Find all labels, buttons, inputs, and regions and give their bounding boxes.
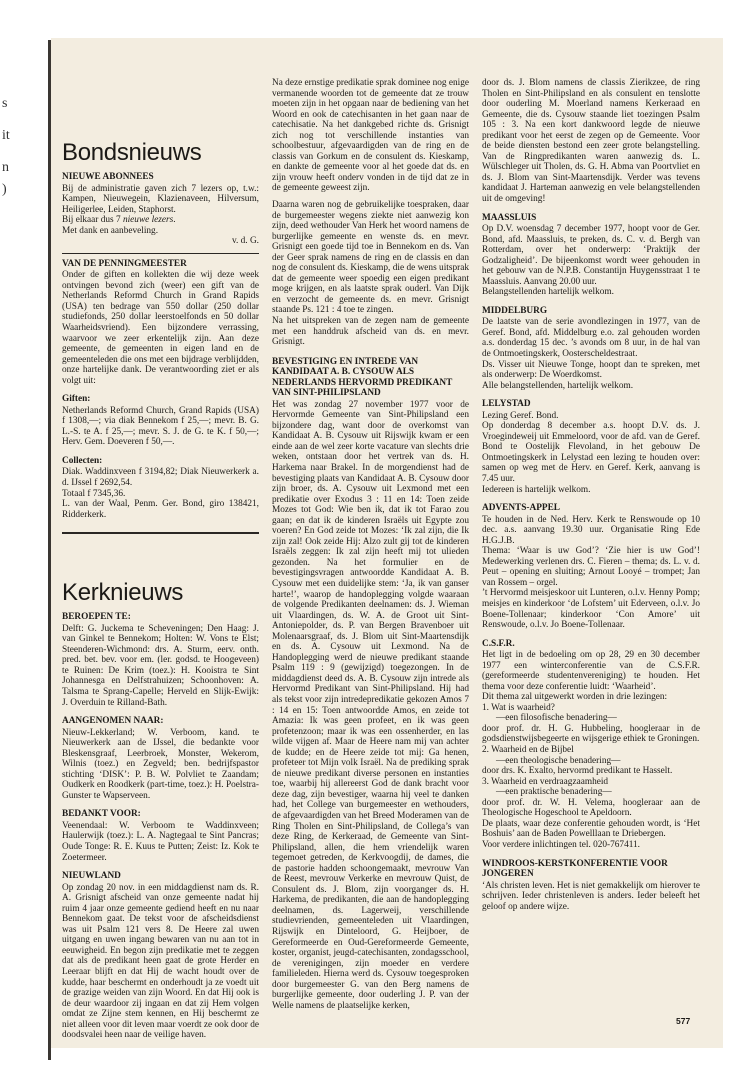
csfr-lecture-sub: —een theologische benadering— <box>496 755 621 766</box>
divider <box>62 253 259 254</box>
margin-fragment: ) <box>2 182 7 197</box>
aangenomen-text: Nieuw-Lekkerland; W. Verboom, kand. te Nieuwerkerk aan de IJssel, die bedankte voor Bleskensgraaf, Leerbroek, Monster, Wekerom, Wilnis (toez.) en Zegveld; ben. bedrijfspastor stichting ‘DISK’: P. B. W. Polvliet te Zaandam; Oudkerk en Roodkerk (part-time, toez.): H. Poelstra-Gunster te Wapserveen. <box>62 727 259 801</box>
section-title-bondsnieuws: Bondsnieuws <box>62 139 202 166</box>
article-paragraph: door ds. J. Blom namens de classis Zierikzee, de ring Tholen en Sint-Philipsland en als consulent en tenslotte door ouderling M. Moerland namens Kerkeraad en Gemeente, die ds. Cysouw staande liet toezingen Psalm 105 : 3. Na een kort dankwoord legde de nieuwe predikant voor het eerst de zegen op de Gemeente. Voor de beide diensten bestond een zeer grote belangstelling. Van de Ringpredikanten waren aanwezig ds. L. Wülschleger uit Tholen, ds. G. H. Abma van Poortvliet en ds. J. Blom van Sint-Maartensdijk. Verder was tevens kandidaat J. Harteman aanwezig en vele belangstellenden uit de omgeving! <box>482 78 700 205</box>
divider <box>62 532 259 534</box>
heading-windroos: WINDROOS-KERSTKONFERENTIE VOOR JONGEREN <box>482 858 668 879</box>
csfr-intro: Dit thema zal uitgewerkt worden in drie lezingen: <box>482 692 668 703</box>
csfr-lecture: 2. Waarheid en de Bijbel <box>482 745 574 756</box>
lelystad-welcome: Iedereen is hartelijk welkom. <box>482 484 591 495</box>
heading-lelystad: LELYSTAD <box>482 399 531 410</box>
penningmeester-text: Onder de giften en kollekten die wij deze week ontvingen bevond zich (weer) een gift van de Netherlands Reformd Church in Grand Rapids (USA) ten bedrage van 550 dollar (250 dollar studiefonds, 250 dollar leerstoelfonds en 50 dollar Waarheidsvriend). Een bijzondere verrassing, waarvoor we zeer erkentelijk zijn. Aan deze gemeente, de gemeenten in eigen land en de gemeenteleden die ons met een bijdrage verblijdden, onze hartelijke dank. De verantwoording ziet er als volgt uit: <box>62 270 259 386</box>
middelburg-speaker: Ds. Visser uit Nieuwe Tonge, hoopt dan te spreken, met als onderwerp: De Woerdkomst. <box>482 359 700 381</box>
lelystad-text: Op donderdag 8 december a.s. hoopt D.V. ds. J. Vroegindeweij uit Emmeloord, voor de afd. van de Geref. Bond te Oostelijk Flevoland, in het gebouw De Ontmoetingskerk in Lelystad een lezing te houden over: samen op weg met de Herv. en Geref. Kerk, aanvang is 7.45 uur. <box>482 421 700 484</box>
signature: v. d. G. <box>231 236 259 247</box>
collecten-total: Totaal f 7345,36. <box>62 488 126 499</box>
lelystad-intro: Lezing Geref. Bond. <box>482 410 559 421</box>
left-page-margin <box>0 0 52 1068</box>
windroos-text: ‘Als christen leven. Het is niet gemakkelijk om hierover te schrijven. Ieder christenleven is anders. Ieder beleeft het geloof op andere wijze. <box>482 880 700 912</box>
csfr-lecture: 1. Wat is waarheid? <box>482 702 555 713</box>
csfr-lecture: 3. Waarheid en verdraagzaamheid <box>482 776 609 787</box>
csfr-location: De plaats, waar deze conferentie gehouden wordt, is ‘Het Boshuis’ aan de Baden Powelllaan te Driebergen. <box>482 818 700 840</box>
article-paragraph: Na het uitspreken van de zegen nam de gemeente met een handdruk afscheid van ds. en mevr. Grisnigt. <box>272 316 469 348</box>
csfr-contact: Voor verdere inlichtingen tel. 020-767411. <box>482 839 641 850</box>
column-3 <box>482 78 700 918</box>
heading-bedankt: BEDANKT VOOR: <box>62 809 141 820</box>
heading-nieuwe-abonnees: NIEUWE ABONNEES <box>62 172 154 182</box>
heading-penningmeester: VAN DE PENNINGMEESTER <box>62 258 187 269</box>
advents-choirs: ’t Hervormd meisjeskoor uit Lunteren, o.l.v. Henny Pomp; meisjes en kinderkoor ‘de Lofstem’ uit Ederveen, o.l.v. Jo Boene-Tollenaar; kinderkoor ‘Con Amore’ uit Renswoude, o.l.v. Jo Boene-Tollenaar. <box>482 588 700 631</box>
margin-fragment: n <box>2 160 9 175</box>
heading-csfr: C.S.F.R. <box>482 638 515 649</box>
heading-maassluis: MAASSLUIS <box>482 212 537 223</box>
abonnees-total: Bij elkaar dus 7 nieuwe lezers. <box>62 215 176 226</box>
abonnees-thanks: Met dank en aanbeveling. <box>62 225 159 236</box>
column-1 <box>62 78 259 1047</box>
csfr-lecture-speaker: door prof. dr. W. H. Velema, hoogleraar aan de Theologische Hogeschool te Apeldoorn. <box>482 797 700 819</box>
margin-fragment: it <box>2 128 10 143</box>
csfr-lecture-speaker: door drs. K. Exalto, hervormd predikant te Hasselt. <box>482 766 673 777</box>
article-paragraph: Na deze ernstige predikatie sprak dominee nog enige vermanende woorden tot de gemeente dat ze trouw moeten zijn in het opgaan naar de bediening van het Woord en ook de catechisanten in het gaan naar de catechisatie. Na het dankgebed richte ds. Grisnigt zich nog tot verschillende instanties van schoolbestuur, afgevaardigden van de ring en de classis van Gorkum en de consulent ds. Kieskamp, en dankte de gemeente voor al het goede dat ds. en zijn vrouw heeft onderv vonden in de tijd dat ze in de gemeente geweest zijn. <box>272 78 469 194</box>
section-title-kerknieuws: Kerknieuws <box>62 579 184 607</box>
middelburg-welcome: Alle belangstellenden, hartelijk welkom. <box>482 380 634 391</box>
csfr-lecture-sub: —een filosofische benadering— <box>496 713 617 724</box>
bedankt-text: Veenendaal: W. Verboom te Waddinxveen; Haulerwijk (toez.): L. A. Nagtegaal te Sint Pancras; Oude Tonge: R. E. Kuus te Putten; Zeist: Iz. Kok te Zoetermeer. <box>62 820 259 863</box>
collecten-signature: L. van der Waal, Penm. Ger. Bond, giro 138421, Ridderkerk. <box>62 499 259 520</box>
abonnees-text: Bij de administratie gaven zich 7 lezers op, t.w.: Kampen, Nieuwegein, Klazienaveen, Hilversum, Heiligerlee, Leiden, Staphorst. <box>62 183 259 215</box>
maassluis-welcome: Belangstellenden hartelijk welkom. <box>482 287 614 298</box>
beroepen-text: Delft: G. Juckema te Scheveningen; Den Haag: J. van Ginkel te Bennekom; Holten: W. Vons te Elst; Steenderen-Wichmond: drs. A. Sturm, eerv. onth. pred. bet. bev. voor em. (ler. godsd. te Hoogeveen) te Ruinen: De Krim (toez.): H. Kooistra te Sint Johannesga en Delfstrahuizen; Schoonhoven: A. Talsma te Sprang-Capelle; Herveld en Slijk-Ewijk: J. Overduin te Rilland-Bath. <box>62 623 259 708</box>
heading-nieuwland: NIEUWLAND <box>62 871 121 882</box>
giften-text: Netherlands Reformd Church, Grand Rapids (USA) f 1308,—; via diak Bennekom f 25,—; mevr. B. G. L.-S. te A. f 25,—; mevr. S. J. de G. te K. f 50,—; Herv. Gem. Doeveren f 50,—. <box>62 405 259 448</box>
heading-collecten: Collecten: <box>62 455 103 466</box>
csfr-lecture-sub: —een praktische benadering— <box>496 787 612 798</box>
article-paragraph: Daarna waren nog de gebruikelijke toespraken, daar de burgemeester wegens ziekte niet aanwezig kon zijn, deed wethouder Van Herk het woord namens de burgerlijke gemeente en wenste ds. en mevr. Grisnigt een goede tijd toe in Bennekom en ds. Van der Geer sprak namens de ring en de classis en dan nog de consulent ds. Kieskamp, die de wens uitsprak dat de gemeente weer spoedig een eigen predikant moge krijgen, en als laatste sprak ouderl. Van Dijk en verzocht de gemeente ds. en mevr. Grisnigt staande Ps. 121 : 4 toe te zingen. <box>272 200 469 316</box>
nieuwland-text: Op zondag 20 nov. in een middagdienst nam ds. R. A. Grisnigt afscheid van onze gemeente nadat hij ruim 4 jaar onze gemeente gediend heeft en nu naar Bennekom gaat. De tekst voor de afscheidsdienst was uit Psalm 121 vers 8. De Heere zal uwen uitgang en uwen ingang bewaren van nu aan tot in eeuwigheid. En begon zijn predikatie met te zeggen dat als de predikant heen gaat de grote Herder en Leeraar blijft en dat Hij de wacht houdt over de kudde, haar beschermt en onderhoudt ja ze voedt uit de grazige weiden van zijn Woord. En dat Hij ook is de deur waardoor zij ingaan en dat zij Hem volgen omdat ze Zijne stem kennen, en Hij beschermt ze niet alleen voor dit leven maar voerdt ze ook door de doodsvalei heen naar de veilige haven. <box>62 882 259 1041</box>
heading-giften: Giften: <box>62 394 91 405</box>
csfr-lecture-speaker: door prof. dr. H. G. Hubbeling, hoogleraar in de godsdienstwijsbegeerte en wijsgerige ethiek te Groningen. <box>482 723 700 745</box>
column-2 <box>272 78 469 1017</box>
heading-advents-appel: ADVENTS-APPEL <box>482 503 560 514</box>
bevestiging-text: Het was zondag 27 november 1977 voor de Hervormde Gemeente van Sint-Philipsland een bijzondere dag, want door de overkomst van Kandidaat A. B. Cysouw uit Rijswijk kwam er een einde aan de wel zeer korte vacature van slechts drie weken, ontstaan door het vertrek van ds. H. Harkema naar Brakel. In de morgendienst had de bevestiging plaats van Kandidaat A. B. Cysouw door zijn broer, ds. A. Cysouw uit Lexmond met een predikatie over Exodus 3 : 11 en 14: Toen zeide Mozes tot God: Wie ben ik, dat ik tot Farao zou gaan; en dat ik de kinderen Israëls uit Egypte zou voeren? En God zeide tot Mozes: ‘Ik zal zijn, die Ik zijn zal! Ook zeide Hij: Alzo zult gij tot de kinderen Israëls zeggen: Ik zal zijn heeft mij tot ulieden gezonden. Na het formulier en de bevestigingsvragen antwoordde Kandidaat A. B. Cysouw met een duidelijke stem: ‘Ja, ik van ganser harte!’, waarop de handoplegging volgde waaraan de volgende Predikanten deelnamen: ds. J. Wieman uit Vlaardingen, ds. W. A. de Groot uit Sint-Antoniepolder, ds. P. van Bergen Bravenboer uit Molenaarsgraaf, ds. J. Blom uit Sint-Maartensdijk en ds. A. Cysouw uit Lexmond. Na de Handoplegging werd de nieuwe predikant staande Psalm 119 : 9 (gewijzigd) toegezongen. In de middagdienst deed ds. A. B. Cysouw zijn intrede als Hervormd Predikant van Sint-Philipsland. Hij had als tekst voor zijn intredepredikatie gekozen Amos 7 : 14 en 15: Toen antwoordde Amos, en zeide tot Amazia: Ik was geen profeet, en ik was geen profetenzoon; maar ik was een ossenherder, en las wilde vijgen af. Maar de Heere nam mij van achter de kudde; en de Heere zeide tot mij: Ga henen, profeteer tot Mijn volk Israël. Na de prediking sprak de nieuwe predikant diverse personen en instanties toe, waarbij hij allereerst God de dank bracht voor deze dag, zijn bevestiger, waarna hij veel te danken had, het College van burgemeester en wethouders, de afgevaardigden van het Breed Moderamen van de Ring Tholen en Sint-Philipsland, de Collega’s van deze Ring, de Kerkeraad, de Gemeente van Sint-Philipsland, allen, die hem vriendelijk waren tegemoet getreden, de Kerkvoogdij, de dames, die de pastorie hadden schoongemaakt, mevrouw Van de Reest, mevrouw Verkerke en mevrouw Quist, de Consulent ds. J. Blom, zijn voorganger ds. H. Harkema, de predikanten, die aan de handoplegging deelnamen, ds. Lagerweij, verschillende studievrienden, gemeenteleden uit Vlaardingen, Rijswijk en Dinteloord, G. Heijboer, de Gereformeerde en Oud-Gereformeerde Gemeente, koster, organist, jeugd-catechisanten, zondagsschool, de verenigingen, zijn moeder en verdere familieleden. Hierna werd ds. Cysouw toegesproken door burgemeester G. van den Berg namens de burgerlijke gemeente, door ouderling J. P. van der Welle namens de plaatselijke kerken, <box>272 399 470 1011</box>
middelburg-text: De laatste van de serie avondlezingen in 1977, van de Geref. Bond, afd. Middelburg e.o. zal gehouden worden a.s. donderdag 15 dec. ’s avonds om 8 uur, in de hal van de Ontmoetingskerk, Oosterscheldestraat. <box>482 317 700 360</box>
heading-beroepen: BEROEPEN TE: <box>62 612 131 623</box>
heading-aangenomen: AANGENOMEN NAAR: <box>62 716 164 727</box>
csfr-text: Het ligt in de bedoeling om op 28, 29 en 30 december 1977 een winterconferentie van de C.S.F.R. (gereformeerde studentenvereniging) te houden. Het thema voor deze conferentie luidt: ‘Waarheid’. <box>482 650 700 692</box>
heading-middelburg: MIDDELBURG <box>482 305 548 316</box>
maassluis-text: Op D.V. woensdag 7 december 1977, hoopt voor de Ger. Bond, afd. Maassluis, te preken, ds. C. v. d. Bergh van Rotterdam, over het onderwerp: ‘Praktijk der Godzaligheid’. De bijeenkomst wordt weer gehouden in het gebouw van de N.P.B. Constantijn Huygensstraat 1 te Maassluis. Aanvang 20.00 uur. <box>482 224 700 287</box>
heading-bevestiging: BEVESTIGING EN INTREDE VAN KANDIDAAT A. B. CYSOUW ALS NEDERLANDS HERVORMD PREDIKANT VAN SINT-PHILIPSLAND <box>272 356 453 399</box>
margin-fragment: s <box>2 96 8 111</box>
advents-text: Te houden in de Ned. Herv. Kerk te Renswoude op 10 dec. a.s. aanvang 19.30 uur. Organisatie Ring Ede H.G.J.B. <box>482 514 700 546</box>
page-number: 577 <box>676 1016 691 1026</box>
collecten-text: Diak. Waddinxveen f 3194,82; Diak Nieuwerkerk a. d. IJssel f 2692,54. <box>62 467 259 489</box>
advents-theme: Thema: ‘Waar is uw God’? ‘Zie hier is uw God’! Medewerking verlenen drs. C. Fieren – thema; ds. L. v. d. Peut – opening en sluiting; Arnout Looyé – trompet; Jan van Rossem – orgel. <box>482 546 700 588</box>
